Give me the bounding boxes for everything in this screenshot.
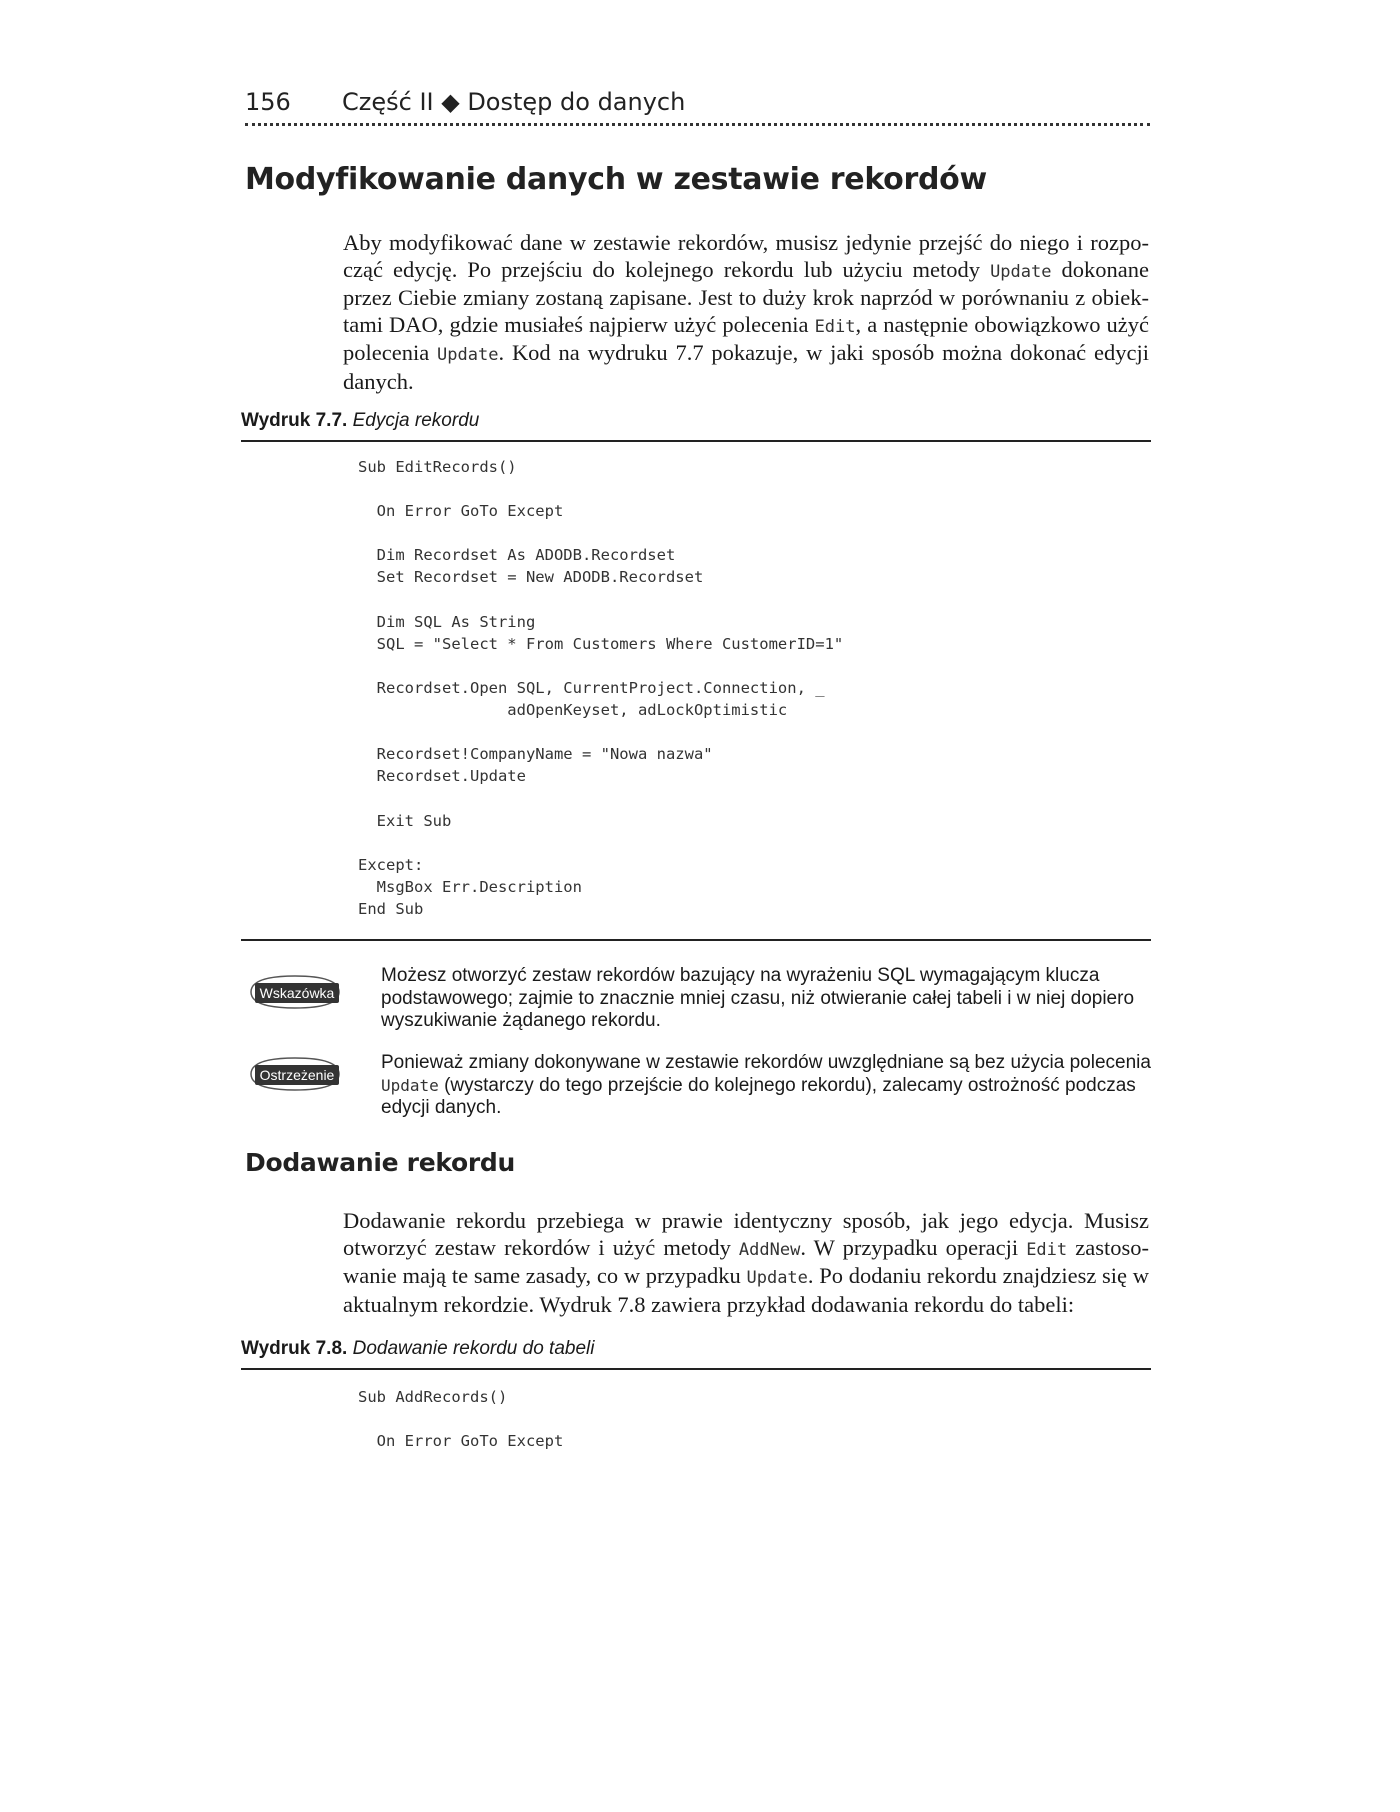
code-line <box>358 522 843 544</box>
section-title-modify: Modyfikowanie danych w zestawie rekordów <box>245 162 987 197</box>
code-line: Set Recordset = New ADODB.Recordset <box>358 568 704 587</box>
code-line: Dim Recordset As ADODB.Recordset <box>358 546 676 565</box>
code-line <box>358 1408 563 1430</box>
inline-code: AddNew <box>738 1239 801 1260</box>
code-line: Exit Sub <box>358 811 452 830</box>
listing-caption-7-7 <box>241 410 1151 442</box>
page-number: 156 <box>245 88 291 116</box>
tip-badge-label: Wskazówka <box>259 985 335 1001</box>
warning-badge-icon <box>245 1054 345 1094</box>
code-line: Dim SQL As String <box>358 612 536 631</box>
inline-code: Edit <box>1026 1239 1068 1260</box>
code-line <box>358 478 843 500</box>
listing-number: Wydruk 7.8. <box>241 1338 348 1359</box>
warning-badge-label: Ostrzeżenie <box>259 1067 335 1083</box>
paragraph-modify: Aby modyfikować dane w zestawie rekordów, musisz jedynie przejść do niego i rozpocząć edycję. Po przejściu do kolejnego rekordu lub użyciu metody Update dokonane przez Ciebie zmiany zostaną zapisane. Jest to duży krok naprzód w porównaniu z obiektami DAO, gdzie musiałeś najpierw użyć polecenia Edit, a następnie obowiązkowo użyć polecenia Update. Kod na wydruku 7.7 pokazuje, w jaki sposób można dokonać edycji danych. <box>343 230 1149 394</box>
code-line: Sub AddRecords() <box>358 1388 508 1406</box>
section-title-add: Dodawanie rekordu <box>245 1148 516 1177</box>
code-line: On Error GoTo Except <box>358 1432 564 1451</box>
code-line: Sub EditRecords() <box>358 458 517 476</box>
code-line: MsgBox Err.Description <box>358 877 582 896</box>
code-line: Recordset.Open SQL, CurrentProject.Connection, _ <box>358 678 825 697</box>
tip-badge-icon <box>245 972 345 1012</box>
inline-code: Edit <box>814 316 856 337</box>
listing-end-rule <box>241 939 1151 941</box>
code-line <box>358 589 843 611</box>
code-line <box>358 721 843 743</box>
code-line <box>358 655 843 677</box>
code-line: SQL = "Select * From Customers Where CustomerID=1" <box>358 634 844 653</box>
code-line <box>358 787 843 809</box>
listing-number: Wydruk 7.7. <box>241 410 348 431</box>
listing-title: Dodawanie rekordu do tabeli <box>352 1338 595 1359</box>
listing-caption-7-8 <box>241 1338 1151 1370</box>
code-listing-7-7 <box>358 456 843 920</box>
inline-code: Update <box>437 345 499 366</box>
code-line: End Sub <box>358 899 424 918</box>
code-line: On Error GoTo Except <box>358 502 564 521</box>
inline-code: Update <box>381 1075 439 1095</box>
code-line <box>358 832 843 854</box>
code-line: Except: <box>358 855 424 874</box>
header-rule <box>245 123 1150 126</box>
running-head <box>245 88 1150 124</box>
code-listing-7-8 <box>358 1386 563 1452</box>
part-title: Część II ◆ Dostęp do danych <box>342 88 686 116</box>
inline-code: Update <box>990 261 1052 282</box>
code-line: Recordset!CompanyName = "Nowa nazwa" <box>358 745 713 764</box>
code-line: adOpenKeyset, adLockOptimistic <box>358 701 788 720</box>
code-line: Recordset.Update <box>358 767 526 786</box>
warning-text: Ponieważ zmiany dokonywane w zestawie rekordów uwzględniane są bez użycia polecenia Update (wystarczy do tego przejście do kolejnego rekordu), zalecamy ostrożność podczas edycji danych. <box>381 1052 1151 1119</box>
paragraph-add: Dodawanie rekordu przebiega w prawie identyczny sposób, jak jego edycja. Musisz otworzyć zestaw rekordów i użyć metody AddNew. W przypadku operacji Edit zastosowanie mają te same zasady, co w przypadku Update. Po dodaniu rekordu znajdziesz się w aktualnym rekordzie. Wydruk 7.8 zawiera przykład dodawania rekordu do tabeli: <box>343 1208 1149 1317</box>
inline-code: Update <box>746 1268 808 1289</box>
listing-title: Edycja rekordu <box>352 410 480 431</box>
tip-text: Możesz otworzyć zestaw rekordów bazujący na wyrażeniu SQL wymagającym klucza podstawowego; zajmie to znacznie mniej czasu, niż otwieranie całej tabeli i w niej dopiero wyszukiwanie żądanego rekordu. <box>381 965 1135 1032</box>
